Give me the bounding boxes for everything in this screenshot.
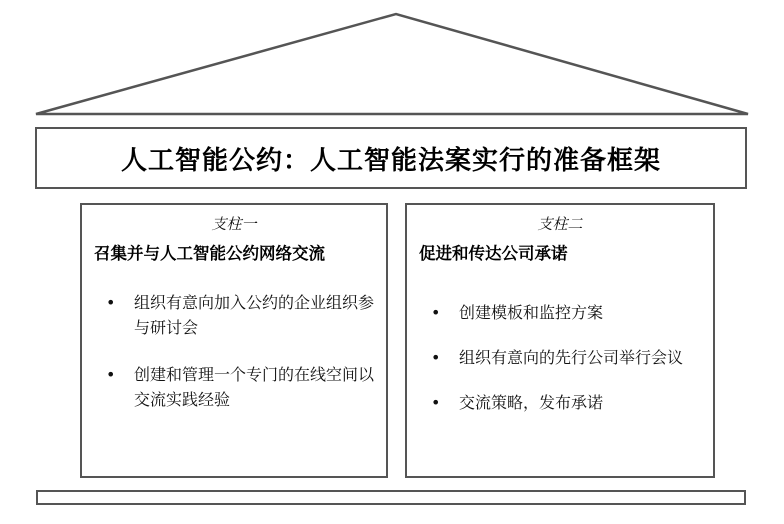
bullet-text: 组织有意向加入公约的企业组织参与研讨会 <box>134 293 375 337</box>
bullet-text: 创建和管理一个专门的在线空间以交流实践经验 <box>134 365 375 409</box>
bullet-text: 组织有意向的先行公司举行会议 <box>459 348 684 367</box>
bullet-dot-icon: • <box>106 365 116 384</box>
roof-triangle <box>0 0 784 120</box>
bullet-dot-icon: • <box>431 303 441 322</box>
pillar-one <box>80 203 388 478</box>
pillar-two-bullets <box>419 300 701 415</box>
bullet-item <box>419 300 701 325</box>
bullet-dot-icon: • <box>106 293 116 312</box>
bullet-item <box>94 362 374 412</box>
bullet-dot-icon: • <box>431 348 441 367</box>
base-foundation <box>36 490 746 505</box>
bullet-text: 创建模板和监控方案 <box>459 303 604 322</box>
bullet-dot-icon: • <box>431 393 441 412</box>
pillar-two-heading: 促进和传达公司承诺 <box>419 244 568 263</box>
pillar-one-tag: 支柱一 <box>211 215 257 233</box>
framework-title: 人工智能公约：人工智能法案实行的准备框架 <box>120 145 661 176</box>
title-band <box>35 127 747 189</box>
pillar-two <box>405 203 715 478</box>
pillar-two-tag: 支柱二 <box>537 215 583 233</box>
pillar-one-heading: 召集并与人工智能公约网络交流 <box>94 244 325 263</box>
bullet-text: 交流策略，发布承诺 <box>459 393 604 412</box>
bullet-item <box>94 290 374 340</box>
pillar-one-bullets <box>94 290 374 412</box>
bullet-item <box>419 345 701 370</box>
bullet-item <box>419 390 701 415</box>
